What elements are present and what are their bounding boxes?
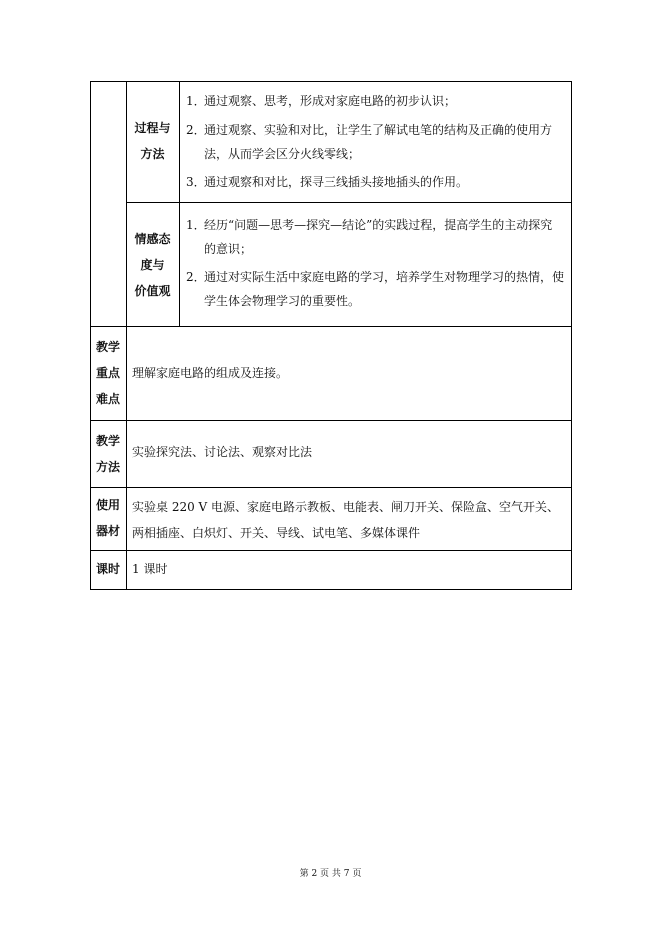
row-divider-3 [90,487,572,488]
label-line: 重点 [95,366,120,380]
key-points-content: 理解家庭电路的组成及连接。 [132,366,289,380]
label-line: 器材 [95,524,120,538]
class-hours-content: 1 课时 [132,562,168,576]
equipment-label [90,492,126,544]
item-number: 3． [186,175,206,189]
process-method-label [126,115,179,167]
item-text: 经历“问题—思考—探究—结论”的实践过程，提高学生的主动探究的意识； [204,218,553,256]
list-item [186,118,564,166]
item-text: 通过观察和对比，探寻三线插头接地插头的作用。 [204,175,469,189]
teaching-method-label [90,428,126,480]
emotion-attitude-label [126,226,179,304]
item-text: 通过观察、思考，形成对家庭电路的初步认识； [204,94,457,108]
list-item [186,213,564,261]
class-hours-label: 课时 [95,562,120,576]
process-method-content [186,92,564,192]
inner-row-divider [126,202,572,203]
label-line: 方法 [140,147,165,161]
row-divider-1 [90,326,572,327]
list-item [186,173,564,192]
row-divider-2 [90,420,572,421]
row-divider-4 [90,550,572,551]
label-line: 方法 [95,460,120,474]
label-line: 情感态 [134,232,171,246]
inner-col-line-2 [179,81,180,326]
emotion-attitude-content [186,213,564,313]
label-line: 教学 [95,434,120,448]
equipment-content: 实验桌 220 V 电源、家庭电路示教板、电能表、闸刀开关、保险盒、空气开关、两相插座、白炽灯、开关、导线、试电笔、多媒体课件 [132,500,560,540]
list-item [186,92,564,111]
label-line: 难点 [95,392,120,406]
list-item [186,265,564,313]
table-top-border [90,81,572,82]
key-points-label [90,334,126,412]
label-line: 使用 [95,498,120,512]
item-number: 2． [186,270,206,284]
page-footer: 第 2 页 共 7 页 [299,869,362,879]
label-line: 价值观 [134,284,171,298]
label-line: 教学 [95,340,120,354]
table-bottom-border [90,589,572,590]
item-text: 通过对实际生活中家庭电路的学习，培养学生对物理学习的热情，使学生体会物理学习的重要性。 [204,270,565,308]
label-line: 过程与 [134,121,171,135]
label-col-line [126,326,127,589]
teaching-method-content: 实验探究法、讨论法、观察对比法 [132,445,313,459]
item-number: 1． [186,218,206,232]
item-text: 通过观察、实验和对比，让学生了解试电笔的结构及正确的使用方法，从而学会区分火线零线； [204,123,553,161]
item-number: 1． [186,94,206,108]
table-right-border [571,81,572,589]
label-line: 度与 [140,258,165,272]
item-number: 2． [186,123,206,137]
